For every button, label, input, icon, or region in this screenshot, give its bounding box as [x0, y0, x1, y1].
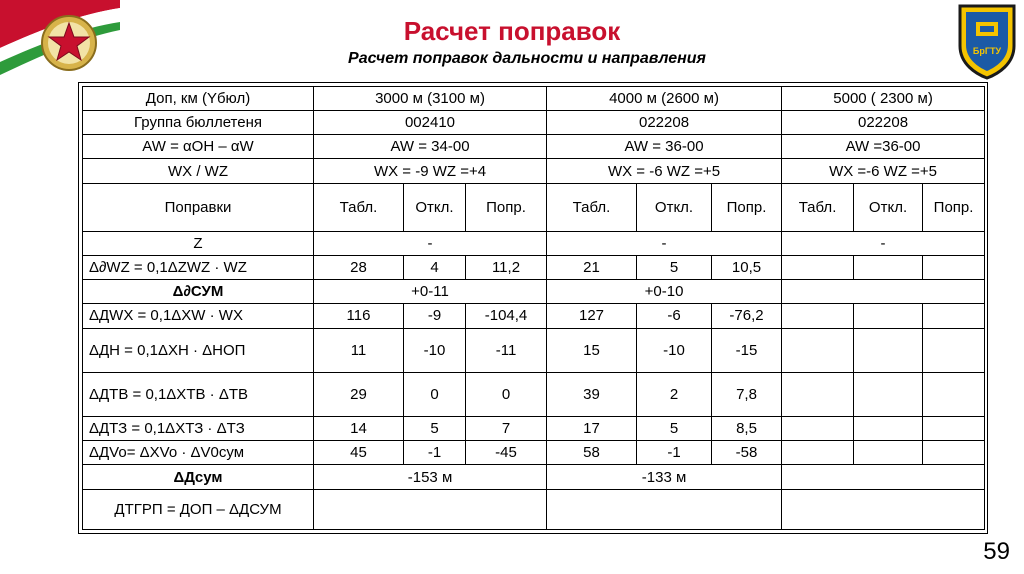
table-cell	[782, 280, 985, 304]
page-number: 59	[983, 538, 1010, 565]
table-cell: 5	[404, 417, 466, 441]
table-cell: 7,8	[712, 372, 782, 416]
table-row	[83, 231, 985, 255]
table-cell: 2	[637, 372, 712, 416]
table-cell: -11	[466, 328, 547, 372]
table-cell: -76,2	[712, 304, 782, 328]
row-label: Поправки	[83, 183, 314, 231]
table-cell	[923, 441, 985, 465]
table-cell: -	[782, 231, 985, 255]
table-cell: 58	[547, 441, 637, 465]
table-cell: 17	[547, 417, 637, 441]
table-row	[83, 441, 985, 465]
table-cell: AW =36-00	[782, 135, 985, 159]
table-cell	[854, 328, 923, 372]
table-cell: Попр.	[712, 183, 782, 231]
row-label: Группа бюллетеня	[83, 111, 314, 135]
table-row	[83, 159, 985, 183]
table-cell: -10	[404, 328, 466, 372]
row-label: Доп, км (Yбюл)	[83, 87, 314, 111]
table-cell: -45	[466, 441, 547, 465]
table-cell: 127	[547, 304, 637, 328]
table-cell: 10,5	[712, 256, 782, 280]
table-row	[83, 256, 985, 280]
table-cell: 45	[314, 441, 404, 465]
table-cell: 5	[637, 417, 712, 441]
table-cell: AW = 36-00	[547, 135, 782, 159]
table-cell	[923, 372, 985, 416]
table-cell: 29	[314, 372, 404, 416]
table-cell: +0-10	[547, 280, 782, 304]
table-cell	[782, 489, 985, 529]
table-cell	[854, 304, 923, 328]
table-cell: -1	[404, 441, 466, 465]
table-cell: Табл.	[547, 183, 637, 231]
table-row	[83, 111, 985, 135]
table-cell: 28	[314, 256, 404, 280]
table-cell: 002410	[314, 111, 547, 135]
table-cell: 3000 м (3100 м)	[314, 87, 547, 111]
table-cell: 5000 ( 2300 м)	[782, 87, 985, 111]
table-cell: -104,4	[466, 304, 547, 328]
table-row	[83, 328, 985, 372]
row-label: ΔДН = 0,1ΔXH · ΔHОП	[83, 328, 314, 372]
table-cell: -	[547, 231, 782, 255]
row-label: WX / WZ	[83, 159, 314, 183]
table-cell: Откл.	[404, 183, 466, 231]
table-cell: 022208	[547, 111, 782, 135]
table-row	[83, 87, 985, 111]
table-cell: Табл.	[314, 183, 404, 231]
table-cell	[854, 441, 923, 465]
row-label: ΔДТЗ = 0,1ΔXТЗ · ΔTЗ	[83, 417, 314, 441]
table-cell	[854, 417, 923, 441]
table-cell: 8,5	[712, 417, 782, 441]
table-cell: -	[314, 231, 547, 255]
table-row	[83, 372, 985, 416]
table-cell	[854, 372, 923, 416]
table-cell: 21	[547, 256, 637, 280]
table-cell: 022208	[782, 111, 985, 135]
table-cell	[782, 328, 854, 372]
table-row	[83, 465, 985, 489]
table-row	[83, 280, 985, 304]
table-cell	[782, 417, 854, 441]
table-cell	[782, 304, 854, 328]
table-cell: WX = -9 WZ =+4	[314, 159, 547, 183]
corrections-table	[82, 86, 985, 530]
table-cell	[923, 304, 985, 328]
table-cell: -9	[404, 304, 466, 328]
row-label: AW = αОН – αW	[83, 135, 314, 159]
table-cell: Попр.	[923, 183, 985, 231]
table-cell	[854, 256, 923, 280]
table-cell: 0	[404, 372, 466, 416]
table-cell	[782, 465, 985, 489]
table-row	[83, 489, 985, 529]
table-cell	[314, 489, 547, 529]
table-row	[83, 304, 985, 328]
table-cell: AW = 34-00	[314, 135, 547, 159]
table-cell: 7	[466, 417, 547, 441]
table-cell	[782, 256, 854, 280]
table-cell: 4	[404, 256, 466, 280]
row-label: ΔДVo= ΔXVo · ΔV0сум	[83, 441, 314, 465]
table-cell	[782, 441, 854, 465]
table-cell	[547, 489, 782, 529]
table-row	[83, 135, 985, 159]
table-row	[83, 183, 985, 231]
table-cell: Табл.	[782, 183, 854, 231]
table-cell: WX = -6 WZ =+5	[547, 159, 782, 183]
table-cell: -15	[712, 328, 782, 372]
row-label: ΔДсум	[83, 465, 314, 489]
table-cell: -133 м	[547, 465, 782, 489]
table-cell: +0-11	[314, 280, 547, 304]
row-label: ДТГРП = ДОП – ΔДСУМ	[83, 489, 314, 529]
table-row	[83, 417, 985, 441]
row-label: Z	[83, 231, 314, 255]
table-cell: -58	[712, 441, 782, 465]
table-cell: 11,2	[466, 256, 547, 280]
table-cell	[923, 328, 985, 372]
table-cell: 14	[314, 417, 404, 441]
row-label: Δ∂СУМ	[83, 280, 314, 304]
table-cell: 116	[314, 304, 404, 328]
logo-text: БрГТУ	[972, 46, 1002, 56]
table-cell: -153 м	[314, 465, 547, 489]
table-cell: 15	[547, 328, 637, 372]
table-cell: 4000 м (2600 м)	[547, 87, 782, 111]
table-cell: 0	[466, 372, 547, 416]
row-label: ΔДТВ = 0,1ΔXТВ · ΔTВ	[83, 372, 314, 416]
row-label: Δ∂WZ = 0,1ΔZWZ · WZ	[83, 256, 314, 280]
table-cell: Откл.	[637, 183, 712, 231]
table-cell: -10	[637, 328, 712, 372]
table-cell: WX =-6 WZ =+5	[782, 159, 985, 183]
table-cell: -1	[637, 441, 712, 465]
table-cell	[782, 372, 854, 416]
table-cell: -6	[637, 304, 712, 328]
table-cell: Попр.	[466, 183, 547, 231]
table-cell	[923, 417, 985, 441]
page-title: Расчет поправок	[403, 16, 621, 46]
page-subtitle: Расчет поправок дальности и направления	[348, 50, 706, 67]
table-cell: 11	[314, 328, 404, 372]
row-label: ΔДWX = 0,1ΔXW · WX	[83, 304, 314, 328]
table-cell: Откл.	[854, 183, 923, 231]
table-cell: 39	[547, 372, 637, 416]
table-cell: 5	[637, 256, 712, 280]
table-cell	[923, 256, 985, 280]
